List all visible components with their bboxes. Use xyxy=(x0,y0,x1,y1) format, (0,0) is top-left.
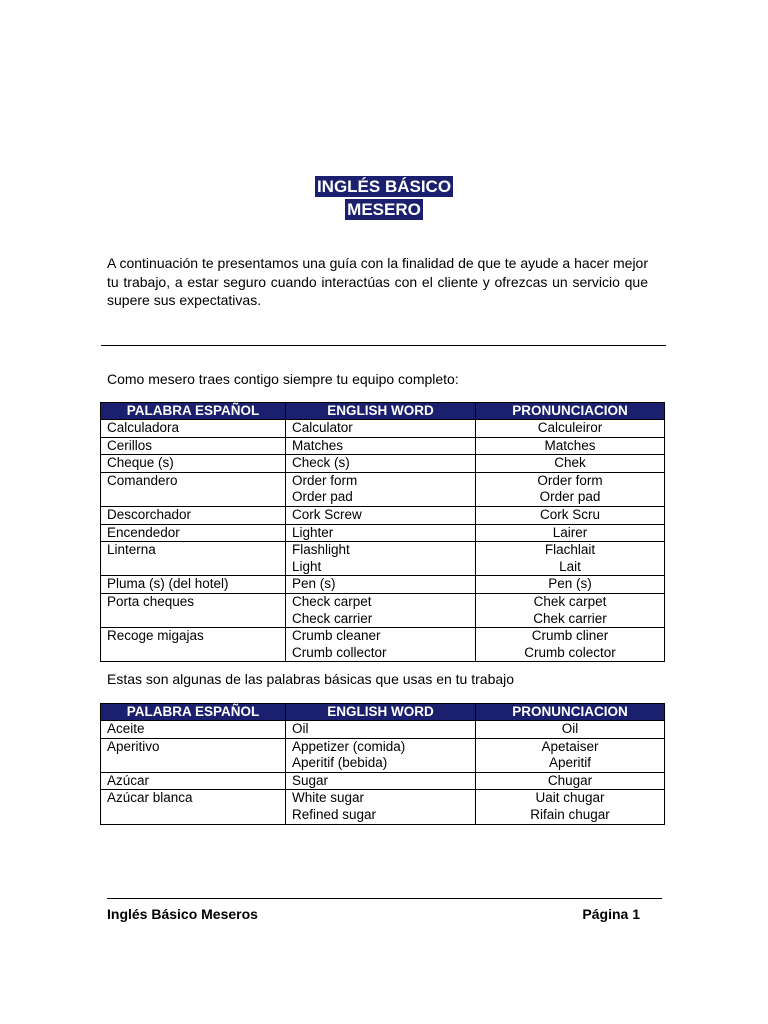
pronunciation-line: Rifain chugar xyxy=(530,806,610,822)
cell-pronunciacion xyxy=(476,576,665,594)
header-english-word: ENGLISH WORD xyxy=(286,704,476,721)
cell-palabra-espanol: Cheque (s) xyxy=(101,455,286,473)
pronunciation-line: Aperitif xyxy=(548,755,592,771)
cell-english-word xyxy=(286,542,476,576)
table-row xyxy=(101,472,665,506)
english-word-line: Crumb cleaner xyxy=(292,628,381,644)
table-row xyxy=(101,455,665,473)
english-word-line: Pen (s) xyxy=(292,576,336,592)
cell-palabra-espanol: Azúcar xyxy=(101,772,286,790)
pronunciation-line: Uait chugar xyxy=(535,790,605,806)
cell-pronunciacion xyxy=(476,506,665,524)
cell-english-word xyxy=(286,420,476,438)
header-pronunciacion: PRONUNCIACION xyxy=(476,403,665,420)
cell-english-word xyxy=(286,721,476,739)
english-word-line: White sugar xyxy=(292,790,365,806)
english-word-line: Sugar xyxy=(292,772,329,788)
cell-english-word xyxy=(286,437,476,455)
cell-palabra-espanol: Linterna xyxy=(101,542,286,576)
title-line-2: MESERO xyxy=(347,200,421,219)
intro-paragraph: A continuación te presentamos una guía con la finalidad de que te ayude a hacer mejor tu trabajo, a estar seguro cuando interactúas con el cliente y ofrezcas un servicio que supere sus expectativas. xyxy=(107,255,648,308)
document-title xyxy=(0,176,768,222)
cell-palabra-espanol: Recoge migajas xyxy=(101,628,286,662)
english-word-line: Lighter xyxy=(292,524,334,540)
vocab-table-equipment xyxy=(100,402,665,662)
cell-pronunciacion xyxy=(476,628,665,662)
pronunciation-line: Order pad xyxy=(539,489,601,505)
english-word-line: Flashlight xyxy=(292,542,350,558)
table-row xyxy=(101,738,665,772)
table-row xyxy=(101,790,665,824)
cell-english-word xyxy=(286,772,476,790)
english-word-line: Check (s) xyxy=(292,455,350,471)
pronunciation-line: Chugar xyxy=(547,772,593,788)
pronunciation-line: Crumb colector xyxy=(524,644,616,660)
cell-english-word xyxy=(286,738,476,772)
cell-pronunciacion xyxy=(476,472,665,506)
cell-pronunciacion xyxy=(476,772,665,790)
cell-pronunciacion xyxy=(476,420,665,438)
english-word-line: Calculator xyxy=(292,420,353,435)
cell-english-word xyxy=(286,455,476,473)
cell-palabra-espanol: Aperitivo xyxy=(101,738,286,772)
table-row xyxy=(101,628,665,662)
english-word-line: Order pad xyxy=(292,489,353,505)
pronunciation-line: Cork Scru xyxy=(539,506,600,522)
cell-palabra-espanol: Calculadora xyxy=(101,420,286,438)
vocab-table-basic-words xyxy=(100,703,665,825)
divider-footer xyxy=(107,898,662,899)
pronunciation-line: Chek xyxy=(554,455,586,471)
pronunciation-line: Flachlait xyxy=(544,542,596,558)
table-row xyxy=(101,524,665,542)
cell-english-word xyxy=(286,593,476,627)
table-row xyxy=(101,593,665,627)
section2-lead: Estas son algunas de las palabras básicas que usas en tu trabajo xyxy=(107,671,515,687)
header-pronunciacion: PRONUNCIACION xyxy=(476,704,665,721)
table-header-row xyxy=(101,704,665,721)
cell-palabra-espanol: Descorchador xyxy=(101,506,286,524)
cell-palabra-espanol: Encendedor xyxy=(101,524,286,542)
english-word-line: Refined sugar xyxy=(292,806,377,822)
pronunciation-line: Pen (s) xyxy=(548,576,592,592)
cell-palabra-espanol: Cerillos xyxy=(101,437,286,455)
cell-palabra-espanol: Porta cheques xyxy=(101,593,286,627)
pronunciation-line: Crumb cliner xyxy=(531,628,609,644)
table-row xyxy=(101,772,665,790)
table-row xyxy=(101,420,665,438)
pronunciation-line: Lairer xyxy=(552,524,588,540)
cell-english-word xyxy=(286,576,476,594)
cell-english-word xyxy=(286,506,476,524)
cell-pronunciacion xyxy=(476,738,665,772)
pronunciation-line: Oil xyxy=(561,721,579,736)
cell-palabra-espanol: Comandero xyxy=(101,472,286,506)
pronunciation-line: Chek carpet xyxy=(533,593,607,609)
table-row xyxy=(101,506,665,524)
pronunciation-line: Order form xyxy=(537,472,603,488)
pronunciation-line: Calculeiror xyxy=(537,420,603,435)
english-word-line: Aperitif (bebida) xyxy=(292,755,388,771)
pronunciation-line: Chek carrier xyxy=(533,610,607,626)
english-word-line: Oil xyxy=(292,721,309,736)
english-word-line: Check carpet xyxy=(292,593,372,609)
cell-pronunciacion xyxy=(476,790,665,824)
table-row xyxy=(101,437,665,455)
table-row xyxy=(101,721,665,739)
cell-palabra-espanol: Azúcar blanca xyxy=(101,790,286,824)
cell-english-word xyxy=(286,524,476,542)
english-word-line: Crumb collector xyxy=(292,644,387,660)
pronunciation-line: Matches xyxy=(544,437,596,453)
table-row xyxy=(101,576,665,594)
pronunciation-line: Apetaiser xyxy=(541,738,599,754)
header-english-word: ENGLISH WORD xyxy=(286,403,476,420)
footer-page-number: Página 1 xyxy=(582,906,640,922)
cell-pronunciacion xyxy=(476,593,665,627)
header-palabra-espanol: PALABRA ESPAÑOL xyxy=(101,704,286,721)
english-word-line: Order form xyxy=(292,472,358,488)
header-palabra-espanol: PALABRA ESPAÑOL xyxy=(101,403,286,420)
cell-pronunciacion xyxy=(476,437,665,455)
cell-english-word xyxy=(286,790,476,824)
english-word-line: Matches xyxy=(292,437,344,453)
cell-palabra-espanol: Pluma (s) (del hotel) xyxy=(101,576,286,594)
cell-english-word xyxy=(286,472,476,506)
cell-palabra-espanol: Aceite xyxy=(101,721,286,739)
cell-pronunciacion xyxy=(476,455,665,473)
table-header-row xyxy=(101,403,665,420)
english-word-line: Light xyxy=(292,558,322,574)
english-word-line: Check carrier xyxy=(292,610,373,626)
table-row xyxy=(101,542,665,576)
footer-document-name: Inglés Básico Meseros xyxy=(107,906,258,922)
cell-pronunciacion xyxy=(476,524,665,542)
cell-pronunciacion xyxy=(476,721,665,739)
section1-lead: Como mesero traes contigo siempre tu equipo completo: xyxy=(107,371,459,387)
divider-top xyxy=(101,345,666,346)
english-word-line: Cork Screw xyxy=(292,506,362,522)
cell-pronunciacion xyxy=(476,542,665,576)
pronunciation-line: Lait xyxy=(559,558,581,574)
cell-english-word xyxy=(286,628,476,662)
english-word-line: Appetizer (comida) xyxy=(292,738,406,754)
title-line-1: INGLÉS BÁSICO xyxy=(316,177,452,196)
